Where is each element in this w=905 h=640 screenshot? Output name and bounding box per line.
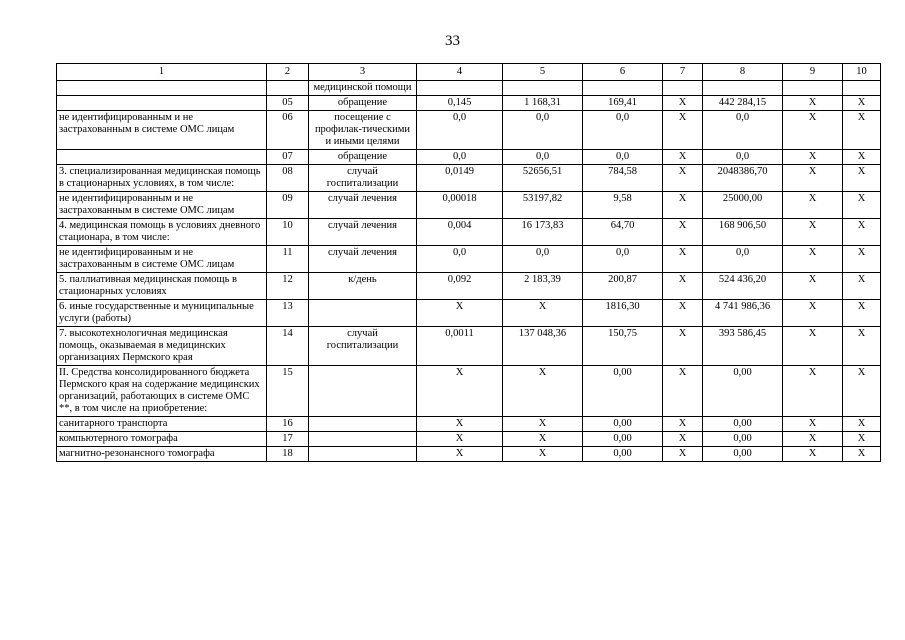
row-code-cell: 07 [267, 150, 309, 165]
row-value-cell: Х [417, 432, 503, 447]
header-cell: 6 [583, 64, 663, 81]
row-value-cell: Х [663, 366, 703, 417]
row-value-cell: Х [843, 327, 881, 366]
row-value-cell: Х [503, 417, 583, 432]
row-unit-cell: обращение [309, 150, 417, 165]
row-value-cell: Х [783, 165, 843, 192]
row-value-cell: 52656,51 [503, 165, 583, 192]
row-value-cell: Х [663, 96, 703, 111]
row-value-cell: 25000,00 [703, 192, 783, 219]
row-code-cell: 09 [267, 192, 309, 219]
row-value-cell: 0,00 [583, 432, 663, 447]
row-value-cell: 1 168,31 [503, 96, 583, 111]
row-name-cell: 4. медицинская помощь в условиях дневного стационара, в том числе: [57, 219, 267, 246]
row-value-cell: 0,00 [703, 432, 783, 447]
row-value-cell [703, 81, 783, 96]
row-name-cell: 6. иные государственные и муниципальные услуги (работы) [57, 300, 267, 327]
row-value-cell: 0,004 [417, 219, 503, 246]
table-body [57, 64, 881, 462]
table-row [57, 219, 881, 246]
row-value-cell: 0,0 [503, 246, 583, 273]
row-value-cell: Х [783, 300, 843, 327]
row-value-cell: 0,00 [583, 366, 663, 417]
row-value-cell: 0,0149 [417, 165, 503, 192]
row-value-cell: 150,75 [583, 327, 663, 366]
row-value-cell: Х [663, 273, 703, 300]
row-value-cell: 4 741 986,36 [703, 300, 783, 327]
table-row [57, 447, 881, 462]
row-name-cell: II. Средства консолидированного бюджета Пермского края на содержание медицинских организаций, работающих в системе ОМС **, в том числе на приобретение: [57, 366, 267, 417]
table-row [57, 192, 881, 219]
row-value-cell: 442 284,15 [703, 96, 783, 111]
row-value-cell: 0,0 [417, 150, 503, 165]
row-value-cell: Х [663, 219, 703, 246]
row-value-cell: Х [663, 192, 703, 219]
row-value-cell: 9,58 [583, 192, 663, 219]
row-value-cell: Х [843, 96, 881, 111]
row-unit-cell: обращение [309, 96, 417, 111]
row-code-cell: 15 [267, 366, 309, 417]
row-value-cell: 137 048,36 [503, 327, 583, 366]
row-value-cell [663, 81, 703, 96]
row-value-cell: Х [417, 417, 503, 432]
row-name-cell [57, 150, 267, 165]
row-value-cell: 169,41 [583, 96, 663, 111]
row-name-cell [57, 96, 267, 111]
row-name-cell: компьютерного томографа [57, 432, 267, 447]
row-code-cell: 18 [267, 447, 309, 462]
row-value-cell: 0,145 [417, 96, 503, 111]
row-value-cell: Х [843, 366, 881, 417]
row-value-cell: 784,58 [583, 165, 663, 192]
row-unit-cell [309, 417, 417, 432]
row-code-cell: 08 [267, 165, 309, 192]
row-value-cell: Х [503, 432, 583, 447]
row-value-cell: Х [843, 165, 881, 192]
row-value-cell: Х [783, 327, 843, 366]
row-value-cell: Х [783, 447, 843, 462]
row-value-cell: Х [783, 111, 843, 150]
row-value-cell: 2048386,70 [703, 165, 783, 192]
row-name-cell: 7. высокотехнологичная медицинская помощь, оказываемая в медицинских организациях Пермского края [57, 327, 267, 366]
row-value-cell: 200,87 [583, 273, 663, 300]
row-name-cell: 3. специализированная медицинская помощь в стационарных условиях, в том числе: [57, 165, 267, 192]
row-value-cell: Х [843, 432, 881, 447]
header-cell: 2 [267, 64, 309, 81]
row-value-cell: Х [843, 273, 881, 300]
row-value-cell: 0,0 [503, 150, 583, 165]
header-cell: 7 [663, 64, 703, 81]
row-value-cell: Х [783, 219, 843, 246]
row-value-cell: Х [417, 447, 503, 462]
row-name-cell: не идентифицированным и не застрахованным в системе ОМС лицам [57, 192, 267, 219]
row-unit-cell: случай лечения [309, 246, 417, 273]
row-unit-cell: посещение с профилак-тическими и иными целями [309, 111, 417, 150]
row-code-cell: 16 [267, 417, 309, 432]
row-value-cell: 0,00 [703, 417, 783, 432]
row-value-cell: Х [843, 447, 881, 462]
table-row [57, 366, 881, 417]
row-name-cell: 5. паллиативная медицинская помощь в стационарных условиях [57, 273, 267, 300]
row-value-cell [783, 81, 843, 96]
row-value-cell: 0,0 [703, 111, 783, 150]
row-unit-cell [309, 432, 417, 447]
row-value-cell: Х [783, 273, 843, 300]
page-number: 33 [445, 33, 460, 49]
header-cell: 1 [57, 64, 267, 81]
row-value-cell: Х [417, 366, 503, 417]
row-value-cell: 0,00 [583, 417, 663, 432]
table-row [57, 327, 881, 366]
row-value-cell: Х [663, 447, 703, 462]
row-code-cell: 13 [267, 300, 309, 327]
row-code-cell: 05 [267, 96, 309, 111]
header-cell: 9 [783, 64, 843, 81]
row-value-cell: 0,00 [703, 447, 783, 462]
row-value-cell [843, 81, 881, 96]
row-value-cell: 0,00018 [417, 192, 503, 219]
row-value-cell: Х [783, 192, 843, 219]
row-value-cell: Х [783, 246, 843, 273]
row-value-cell [583, 81, 663, 96]
table-row [57, 81, 881, 96]
row-unit-cell: случай госпитализации [309, 327, 417, 366]
row-value-cell: 0,00 [703, 366, 783, 417]
row-value-cell: 393 586,45 [703, 327, 783, 366]
row-name-cell: санитарного транспорта [57, 417, 267, 432]
table-row [57, 165, 881, 192]
table-row [57, 300, 881, 327]
row-value-cell: 2 183,39 [503, 273, 583, 300]
row-value-cell: Х [783, 432, 843, 447]
header-cell: 5 [503, 64, 583, 81]
header-cell: 3 [309, 64, 417, 81]
row-value-cell: Х [663, 432, 703, 447]
row-value-cell: Х [663, 300, 703, 327]
row-value-cell: 0,0 [583, 246, 663, 273]
row-value-cell: 0,00 [583, 447, 663, 462]
row-value-cell: Х [663, 246, 703, 273]
row-unit-cell: случай госпитализации [309, 165, 417, 192]
row-name-cell [57, 81, 267, 96]
row-name-cell: магнитно-резонансного томографа [57, 447, 267, 462]
row-value-cell: Х [417, 300, 503, 327]
table-row [57, 111, 881, 150]
row-unit-cell [309, 300, 417, 327]
row-value-cell: Х [663, 111, 703, 150]
table-row [57, 150, 881, 165]
row-unit-cell: случай лечения [309, 219, 417, 246]
row-value-cell: Х [663, 150, 703, 165]
row-value-cell: 0,0 [703, 246, 783, 273]
table-row [57, 246, 881, 273]
table-row [57, 432, 881, 447]
header-cell: 8 [703, 64, 783, 81]
table-row [57, 417, 881, 432]
row-value-cell: 1816,30 [583, 300, 663, 327]
row-value-cell: Х [663, 417, 703, 432]
row-name-cell: не идентифицированным и не застрахованным в системе ОМС лицам [57, 111, 267, 150]
row-value-cell: Х [843, 300, 881, 327]
row-value-cell: Х [843, 150, 881, 165]
row-code-cell: 10 [267, 219, 309, 246]
row-code-cell: 14 [267, 327, 309, 366]
row-name-cell: не идентифицированным и не застрахованным в системе ОМС лицам [57, 246, 267, 273]
row-value-cell: Х [783, 150, 843, 165]
row-value-cell: 0,0011 [417, 327, 503, 366]
row-value-cell: Х [503, 447, 583, 462]
row-value-cell: 53197,82 [503, 192, 583, 219]
row-value-cell: Х [843, 246, 881, 273]
table-row [57, 96, 881, 111]
row-value-cell: 0,0 [417, 246, 503, 273]
row-unit-cell: к/день [309, 273, 417, 300]
row-value-cell: Х [783, 366, 843, 417]
row-code-cell: 17 [267, 432, 309, 447]
row-unit-cell: медицинской помощи [309, 81, 417, 96]
row-value-cell: 0,0 [503, 111, 583, 150]
row-value-cell: 0,0 [583, 111, 663, 150]
row-value-cell: Х [783, 417, 843, 432]
row-value-cell: Х [843, 219, 881, 246]
row-code-cell: 12 [267, 273, 309, 300]
header-cell: 4 [417, 64, 503, 81]
data-table [56, 63, 881, 462]
row-value-cell: 524 436,20 [703, 273, 783, 300]
row-value-cell: Х [503, 300, 583, 327]
row-value-cell: 0,0 [417, 111, 503, 150]
row-value-cell: 16 173,83 [503, 219, 583, 246]
row-unit-cell: случай лечения [309, 192, 417, 219]
row-value-cell: Х [843, 192, 881, 219]
row-value-cell: Х [783, 96, 843, 111]
row-value-cell: 0,092 [417, 273, 503, 300]
row-unit-cell [309, 447, 417, 462]
row-value-cell: 0,0 [703, 150, 783, 165]
row-value-cell: Х [663, 327, 703, 366]
row-value-cell: 64,70 [583, 219, 663, 246]
header-cell: 10 [843, 64, 881, 81]
row-value-cell: Х [503, 366, 583, 417]
row-value-cell: Х [663, 165, 703, 192]
header-row [57, 64, 881, 81]
row-value-cell: Х [843, 111, 881, 150]
row-value-cell: Х [843, 417, 881, 432]
row-value-cell: 0,0 [583, 150, 663, 165]
row-code-cell: 06 [267, 111, 309, 150]
row-value-cell [503, 81, 583, 96]
row-code-cell [267, 81, 309, 96]
row-code-cell: 11 [267, 246, 309, 273]
row-value-cell [417, 81, 503, 96]
row-value-cell: 168 906,50 [703, 219, 783, 246]
row-unit-cell [309, 366, 417, 417]
table-row [57, 273, 881, 300]
